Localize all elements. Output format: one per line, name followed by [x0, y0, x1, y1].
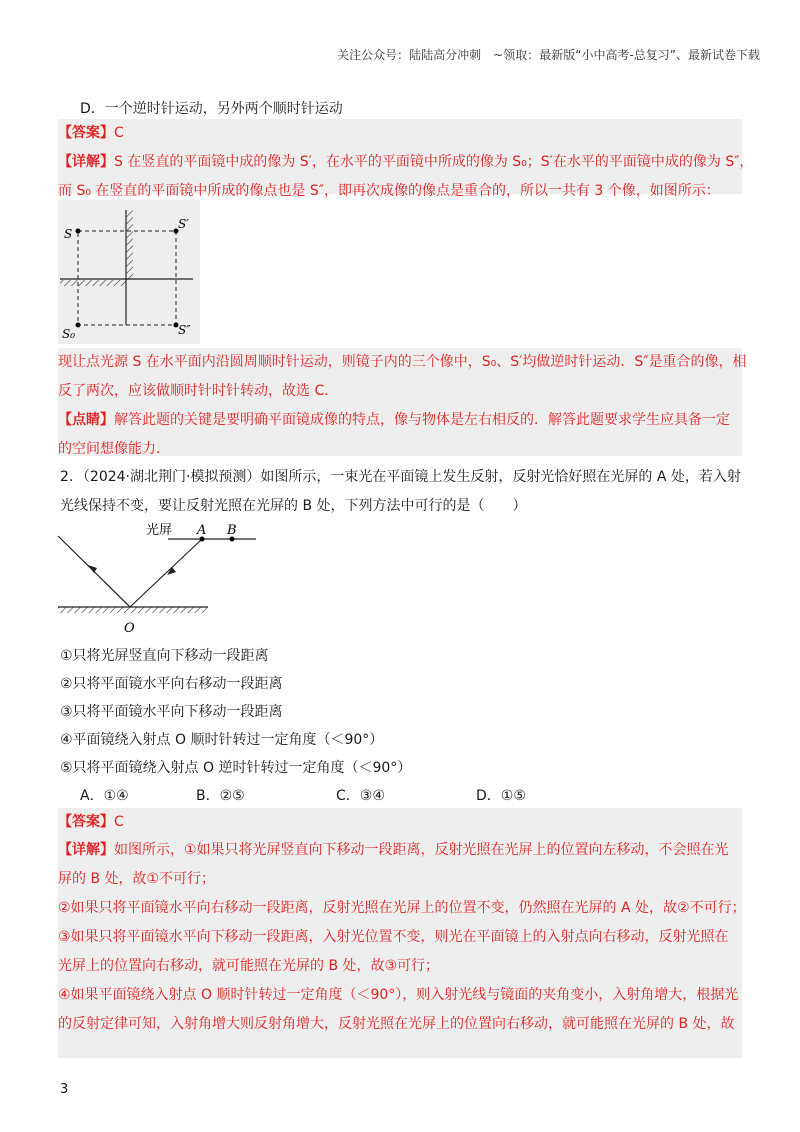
q2-item-2: ②只将平面镜水平向右移动一段距离: [60, 676, 283, 692]
label-screen: 光屏: [146, 523, 173, 538]
vertical-mirror: [126, 210, 133, 280]
q2-option-b: B．②⑤: [196, 788, 245, 804]
answer-tag: 【答案】: [58, 125, 114, 141]
label-a: A: [197, 523, 207, 538]
comment-tag: 【点睛】: [58, 412, 114, 428]
q2-detail-l7: 的反射定律可知，入射角增大则反射角增大，反射光照在光屏上的位置向右移动，就可能照在光屏的 B 处，故: [58, 1016, 735, 1032]
q2-reflection-figure: [56, 518, 216, 636]
q1-detail-continuation: [58, 348, 747, 457]
answer-value: C: [114, 814, 124, 830]
answer-tag: 【答案】: [58, 814, 114, 830]
q2-answer-row: [58, 808, 742, 836]
q2-item-5: ⑤只将平面镜绕入射点 O 逆时针转过一定角度（＜90°）: [60, 760, 412, 776]
q1-detail-l2: 而 S₀ 在竖直的平面镜中所成的像点也是 S″，即再次成像的像点是重合的，所以一共有 3 个像，如图所示：: [58, 183, 720, 199]
q2-item-1: ①只将光屏竖直向下移动一段距离: [60, 648, 269, 664]
q2-option-d: D．①⑤: [476, 788, 526, 804]
detail-tag: 【详解】: [58, 154, 114, 170]
answer-value: C: [114, 125, 124, 141]
q2-detail-l1: 【详解】如图所示，①如果只将光屏竖直向下移动一段距离，反射光照在光屏上的位置向左移动，不会照在光: [58, 842, 729, 858]
q2-stem-l2: 光线保持不变，要让反射光照在光屏的 B 处，下列方法中可行的是（ ）: [60, 498, 527, 514]
q1-mirror-figure: [58, 200, 200, 344]
q2-detail-l2: 屏的 B 处，故①不可行；: [58, 871, 216, 887]
q2-answer-block: [58, 808, 746, 1058]
q2-detail-l6: ④如果平面镜绕入射点 O 顺时针转过一定角度（＜90°），则入射光线与镜面的夹角变小，入射角增大，根据光: [58, 987, 739, 1003]
detail-tag: 【详解】: [58, 842, 114, 858]
q1-comment-l2: 的空间想像能力．: [58, 441, 170, 457]
label-s-double-prime: S″: [178, 323, 191, 337]
q2-detail-l3: ②如果只将平面镜水平向右移动一段距离，反射光照在光屏上的位置不变，仍然照在光屏的 A 处，故②不可行；: [58, 900, 746, 916]
q2-item-3: ③只将平面镜水平向下移动一段距离: [60, 704, 283, 720]
q1-detail-l1: 【详解】S 在竖直的平面镜中成的像为 S′，在水平的平面镜中所成的像为 S₀；S′在水平的平面镜中成的像为 S″，: [58, 154, 754, 170]
horizontal-mirror: [60, 280, 126, 286]
label-o: O: [124, 621, 135, 636]
q1-option-d: D．一个逆时针运动，另外两个顺时针运动: [80, 101, 343, 117]
label-s: S: [64, 227, 73, 241]
page-number: 3: [60, 1082, 69, 1097]
page-header: 关注公众号：陆陆高分冲刺 ~领取：最新版“小中高考-总复习”、最新试卷下载: [337, 48, 760, 62]
q2-options: [0, 785, 800, 809]
q1-answer-block: [58, 119, 754, 199]
q2-option-c: C．③④: [336, 788, 385, 804]
q2-stem-l1: 2．（2024·湖北荆门·模拟预测）如图所示，一束光在平面镜上发生反射，反射光恰好照在光屏的 A 处，若入射: [60, 469, 741, 485]
q2-detail-l4: ③如果只将平面镜水平向下移动一段距离，入射光位置不变，则光在平面镜上的入射点向右移动，反射光照在: [58, 929, 729, 945]
label-b: B: [227, 523, 237, 538]
plane-mirror: [58, 607, 208, 613]
q1-detail-l4: 反了两次，应该做顺时针时针转动，故选 C．: [58, 383, 339, 399]
q2-detail-l5: 光屏上的位置向右移动，就可能照在光屏的 B 处，故③可行；: [58, 958, 440, 974]
q1-answer-row: [58, 119, 742, 148]
reflected-ray: [130, 539, 202, 607]
q2-item-4: ④平面镜绕入射点 O 顺时针转过一定角度（＜90°）: [60, 732, 384, 748]
q1-detail-l3: 现让点光源 S 在水平面内沿圆周顺时针运动，则镜子内的三个像中，S₀、S′均做逆时针运动．S″是重合的像，相: [58, 354, 747, 370]
q1-comment-l1: 【点睛】解答此题的关键是要明确平面镜成像的特点，像与物体是左右相反的．解答此题要求学生应具备一定: [58, 412, 730, 428]
label-s-prime: S′: [178, 217, 189, 231]
q2-figure-b-point: [216, 518, 260, 544]
label-s0: S₀: [62, 327, 76, 341]
q2-option-a: A．①④: [80, 788, 129, 804]
